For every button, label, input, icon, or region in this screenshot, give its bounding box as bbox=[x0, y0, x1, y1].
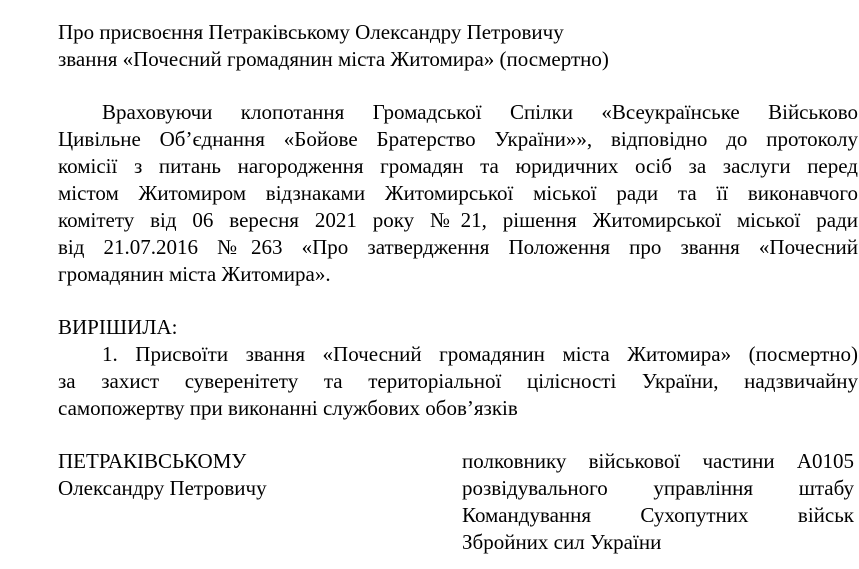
person-given-names: Олександру Петровичу bbox=[58, 476, 267, 500]
preamble-line-6: від 21.07.2016 №263 «Про затвердження Положення про звання «Почесний bbox=[58, 235, 858, 259]
title-line-2: звання «Почесний громадянин міста Житомира» (посмертно) bbox=[58, 47, 609, 71]
decision-heading: ВИРІШИЛА: bbox=[58, 315, 178, 339]
preamble-line-1: Враховуючи клопотання Громадської Спілки «Всеукраїнське Військово bbox=[102, 100, 858, 124]
person-surname: ПЕТРАКІВСЬКОМУ bbox=[58, 449, 247, 473]
preamble-line-3: комісії з питань нагородження громадян та юридичних осіб за заслуги перед bbox=[58, 154, 858, 178]
person-position-line-3: Командування Сухопутних військ bbox=[462, 503, 854, 527]
person-position-line-4: Збройних сил України bbox=[462, 530, 662, 554]
preamble-line-5: комітету від 06 вересня 2021 року №21, рішення Житомирської міської ради bbox=[58, 208, 858, 232]
preamble-line-7: громадянин міста Житомира». bbox=[58, 262, 331, 286]
preamble-line-4: містом Житомиром відзнаками Житомирської міської ради та її виконавчого bbox=[58, 181, 858, 205]
decision-item-1-line-3: самопожертву при виконанні службових обов’язків bbox=[58, 396, 518, 420]
person-position-line-1: полковнику військової частини А0105 bbox=[462, 449, 854, 473]
decision-item-1-line-2: за захист суверенітету та територіальної цілісності України, надзвичайну bbox=[58, 369, 858, 393]
title-line-1: Про присвоєння Петраківському Олександру Петровичу bbox=[58, 20, 564, 44]
preamble-line-2: Цивільне Об’єднання «Бойове Братерство України»», відповідно до протоколу bbox=[58, 127, 858, 151]
decision-item-1-line-1: 1. Присвоїти звання «Почесний громадянин міста Житомира» (посмертно) bbox=[102, 342, 858, 366]
person-position-line-2: розвідувального управління штабу bbox=[462, 476, 854, 500]
